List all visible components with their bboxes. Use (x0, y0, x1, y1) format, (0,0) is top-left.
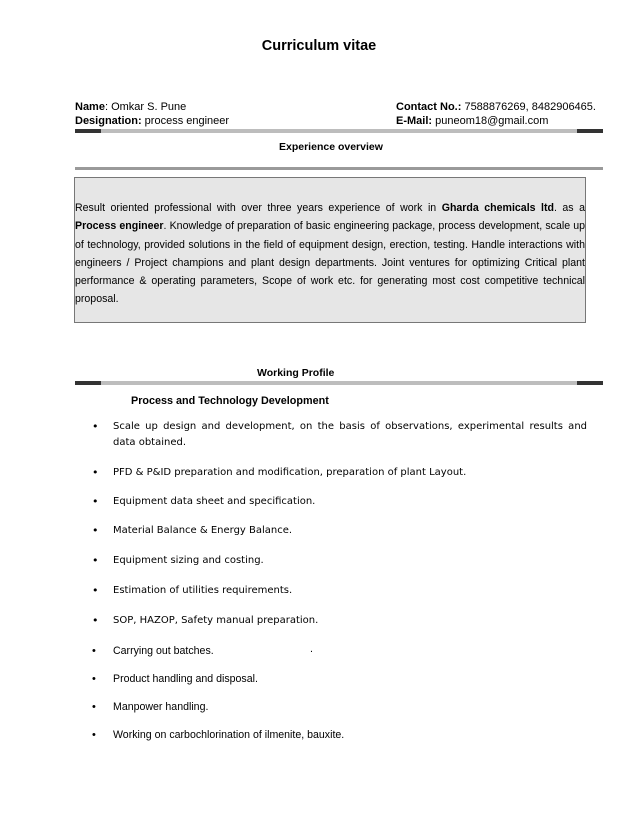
designation-value: process engineer (141, 115, 230, 127)
bullet-icon: • (92, 466, 99, 479)
bullet-text: Manpower handling. (113, 701, 209, 713)
role-name: Process engineer (75, 220, 164, 233)
bullet-text: PFD & P&ID preparation and modification, preparation of plant Layout. (113, 467, 467, 478)
bullet-text: Scale up design and development, on the basis of observations, experimental results and data obtained. (113, 421, 587, 448)
working-profile-heading: Working Profile (257, 367, 335, 379)
bullet-text: Equipment data sheet and specification. (113, 496, 316, 507)
bullet-icon: • (92, 614, 99, 627)
bullet-icon: • (92, 701, 96, 713)
name-line (75, 100, 186, 114)
summary-mid: . as a (553, 202, 585, 214)
bullet-text: Carrying out batches. (113, 645, 214, 657)
working-profile-divider (75, 381, 603, 385)
bullet-text: Estimation of utilities requirements. (113, 585, 293, 596)
trailing-mark: . (310, 643, 313, 655)
phone-value: 7588876269, 8482906465. (461, 101, 596, 113)
bullet-text: Working on carbochlorination of ilmenite, bauxite. (113, 729, 345, 741)
bullet-text: Product handling and disposal. (113, 673, 258, 685)
profile-subheading: Process and Technology Development (131, 395, 329, 407)
bullet-text: Equipment sizing and costing. (113, 555, 264, 566)
designation-label: Designation: (75, 115, 142, 127)
experience-divider (75, 167, 603, 170)
bullet-text: SOP, HAZOP, Safety manual preparation. (113, 615, 319, 626)
name-label: Name (75, 101, 105, 113)
summary-intro: Result oriented professional with over three years experience of work in (75, 202, 442, 214)
bullet-icon: • (92, 584, 99, 597)
bullet-text: Material Balance & Energy Balance. (113, 525, 293, 536)
phone-label: Contact No.: (396, 101, 462, 113)
bullet-icon: • (92, 420, 99, 433)
divider-right-accent (577, 129, 603, 133)
name-value: : Omkar S. Pune (104, 101, 187, 113)
bullet-icon: • (92, 645, 96, 657)
bullet-icon: • (92, 554, 99, 567)
page-title: Curriculum vitae (261, 38, 377, 54)
phone-line (396, 100, 596, 114)
summary-body: . Knowledge of preparation of basic engineering package, process development, scale up of technology, provided solutions in the field of equipment design, erection, testing. Handle interactions with engineers / Project champions and plant design departments. Joint ventures for optimizing Critical plant performance & operating parameters, Scope of work etc. for generating most cost competitive technical proposal. (75, 220, 586, 306)
header-divider (75, 129, 603, 133)
bullet-icon: • (92, 729, 96, 741)
email-value: puneom18@gmail.com (432, 115, 549, 127)
email-label: E-Mail: (396, 115, 433, 127)
email-line (396, 114, 548, 128)
experience-heading: Experience overview (279, 141, 383, 153)
company-name: Gharda chemicals ltd (441, 202, 554, 214)
bullet-icon: • (92, 673, 96, 685)
bullet-icon: • (92, 524, 99, 537)
divider-left-accent (75, 381, 101, 385)
designation-line (75, 114, 229, 128)
bullet-icon: • (92, 495, 99, 508)
summary-box (74, 177, 586, 323)
summary-text (75, 199, 585, 309)
divider-right-accent (577, 381, 603, 385)
divider-left-accent (75, 129, 101, 133)
